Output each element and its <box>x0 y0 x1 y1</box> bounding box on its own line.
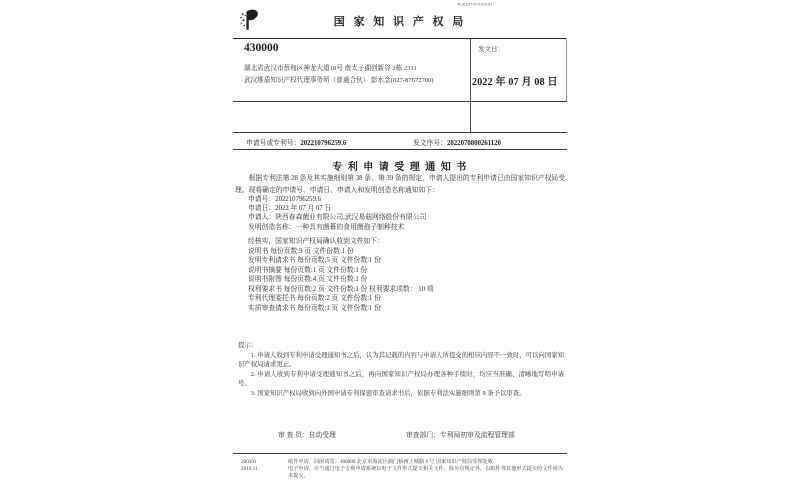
form-version: 2019.11 <box>241 466 258 473</box>
field-filing-date <box>248 204 426 213</box>
document-title: 专 利 申 请 受 理 通 知 书 <box>332 162 468 173</box>
field-label: 申请日： <box>248 205 276 213</box>
review-department-label: 审查部门： <box>406 432 440 439</box>
issue-box-right-border <box>566 38 567 101</box>
document-id-code: W202207079191011 <box>457 3 493 8</box>
application-number-value: 202210796259.6 <box>300 140 347 147</box>
review-department <box>406 429 515 439</box>
field-invention-title <box>248 223 426 232</box>
band2-rule <box>233 132 567 133</box>
field-label: 申请人： <box>248 214 276 222</box>
issue-date-label: 发文日： <box>478 46 504 53</box>
notes-section <box>238 341 564 399</box>
serial-number <box>413 137 501 147</box>
form-footer-text <box>288 459 563 481</box>
form-code-column <box>241 459 288 481</box>
application-number-label: 申请号或专利号： <box>246 140 301 147</box>
footer-line: 纸件申请，回函请寄：100088 北京市海淀区蓟门桥西土城路 6 号 国家知识产权局受理处收 <box>288 459 493 465</box>
patent-acceptance-notice-document <box>233 0 567 500</box>
footer-line: 电子申请，应当通过电子专利申请系统以电子文件形式提交相关文件。除另有规定外，以纸件等其他形式提交的文件视为未提交。 <box>288 466 563 480</box>
notes-heading: 提示： <box>238 342 258 349</box>
review-department-value: 专利局初审及流程管理部 <box>439 432 515 439</box>
application-fields <box>248 195 426 232</box>
note-item: 3. 国家知识产权局收到向外国申请专利保密审查请求书后，依据专利法实施细则第 9 条予以审查。 <box>250 389 526 397</box>
received-item: 实质审查请求书 每份页数:1 页 文件份数:1 份 <box>248 304 381 312</box>
received-item: 说明书摘要 每份页数:1 页 文件份数:1 份 <box>248 266 368 274</box>
recipient-address: 湖北省武汉市蔡甸区神龙大道18号 南太子湖创新谷 2栋 2311 <box>244 65 417 72</box>
application-number <box>246 137 346 147</box>
examiner <box>278 429 336 439</box>
received-item: 权利要求书 每份页数:2 页 文件份数:1 份 权利要求项数： 10 项 <box>248 285 434 293</box>
examiner-value: 自动受理 <box>308 432 336 439</box>
received-item: 专利代理委托书 每份页数:2 页 文件份数:1 份 <box>248 295 381 302</box>
recipient-postcode: 430000 <box>244 42 279 54</box>
serial-number-label: 发文序号： <box>413 140 447 147</box>
intro-paragraph: 根据专利法第 28 条及其实施细则第 38 条、第 39 条的规定，申请人提出的专利申请已由国家知识产权局受理。现将确定的申请号、申请日、申请人和发明创造名称通知如下： <box>235 175 565 194</box>
received-item: 发明专利请求书 每份页数:5 页 文件份数:1 份 <box>248 257 381 264</box>
received-intro: 经核实，国家知识产权局确认收到文件如下： <box>248 238 384 245</box>
field-label: 申请号： <box>248 196 276 203</box>
field-application-number <box>248 195 426 204</box>
form-footer <box>241 459 563 481</box>
issue-date-value: 2022 年 07 月 08 日 <box>472 77 558 88</box>
received-documents <box>248 237 434 313</box>
note-item: 2. 申请人收到专利申请受理通知书之后，再向国家知识产权局办理各种手续时，均应当准确、清晰地写明申请号。 <box>238 370 564 388</box>
header-rule <box>233 38 567 39</box>
agency-name: 国 家 知 识 产 权 局 <box>333 16 467 28</box>
footer-rule <box>233 453 567 454</box>
field-value: 一种具有菌幕的食用菌孢子制种技术 <box>295 223 405 231</box>
note-item: 1. 申请人收到专利申请受理通知书之后，认为其记载的内容与申请人所提交的相应内容不一致时，可以向国家知识产权局请求更正。 <box>238 351 564 369</box>
field-value: 2022 年 07 月 07 日 <box>275 205 332 213</box>
form-code: 200101 <box>241 459 257 465</box>
field-value: 202210796259.6 <box>275 196 322 203</box>
numbers-row-rule <box>233 149 567 150</box>
field-value: 陕西春森菌业有限公司,武汉易菇网络股份有限公司 <box>275 214 427 222</box>
received-item: 说明书 每份页数:9 页 文件份数:1 份 <box>248 247 354 255</box>
address-band-rule <box>233 101 567 102</box>
field-label: 发明创造名称： <box>248 223 296 231</box>
field-applicant <box>248 213 426 222</box>
examiner-label: 审 查 员： <box>278 432 309 439</box>
received-item: 说明书附图 每份页数:4 页 文件份数:1 份 <box>248 276 368 283</box>
serial-number-value: 2022070800261120 <box>446 140 501 147</box>
issue-box-divider <box>470 38 471 132</box>
recipient-agent: 武汉维盾知识产权代理事务所（普通合伙） 彭水念(027-87672700) <box>244 77 434 84</box>
